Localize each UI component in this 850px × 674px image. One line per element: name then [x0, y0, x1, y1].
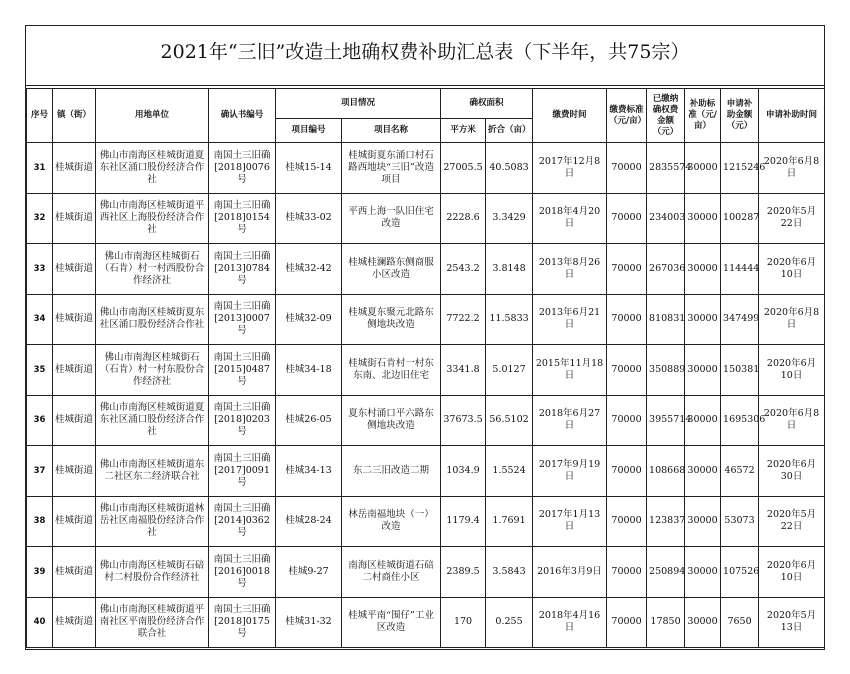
header-pay-time: 缴费时间 — [533, 89, 607, 143]
cell-fee-std: 70000 — [607, 345, 647, 396]
cell-project-no: 桂城26-05 — [276, 395, 342, 446]
cell-unit: 佛山市南海区桂城街道平西社区上海股份经济合作社 — [96, 193, 209, 244]
cell-seq: 36 — [27, 395, 53, 446]
cell-apply-amt: 150381 — [721, 345, 759, 396]
cell-pay-time: 2013年6月21日 — [533, 294, 607, 345]
cell-project-name: 桂城街石肯村一村东东南、北边旧住宅 — [342, 345, 441, 396]
cell-cert: 南国土三旧确[2013]0007号 — [209, 294, 276, 345]
cell-seq: 31 — [27, 143, 53, 194]
table-row — [27, 143, 825, 194]
cell-apply-time: 2020年6月30日 — [759, 446, 825, 497]
cell-pay-time: 2017年1月13日 — [533, 496, 607, 547]
cell-sub-std: 30000 — [685, 446, 721, 497]
cell-sub-std: 30000 — [685, 143, 721, 194]
cell-sub-std: 30000 — [685, 345, 721, 396]
cell-project-no: 桂城32-42 — [276, 244, 342, 295]
page-title: 2021年“三旧”改造土地确权费补助汇总表（下半年，共75宗） — [26, 26, 824, 86]
cell-seq: 33 — [27, 244, 53, 295]
cell-paid: 350889 — [647, 345, 685, 396]
cell-pay-time: 2017年9月19日 — [533, 446, 607, 497]
cell-sub-std: 30000 — [685, 547, 721, 598]
cell-sqm: 1179.4 — [441, 496, 486, 547]
cell-cert: 南国土三旧确[2018]0175号 — [209, 597, 276, 648]
cell-apply-amt: 107526 — [721, 547, 759, 598]
table-row — [27, 294, 825, 345]
cell-paid: 3955714 — [647, 395, 685, 446]
cell-fee-std: 70000 — [607, 446, 647, 497]
cell-mu: 5.0127 — [486, 345, 533, 396]
cell-project-name: 夏东村涌口平六路东侧地块改造 — [342, 395, 441, 446]
cell-paid: 108668 — [647, 446, 685, 497]
header-mu: 折合（亩） — [486, 119, 533, 143]
cell-project-no: 桂城31-32 — [276, 597, 342, 648]
cell-cert: 南国土三旧确[2018]0076号 — [209, 143, 276, 194]
header-sqm: 平方米 — [441, 119, 486, 143]
table-row — [27, 597, 825, 648]
cell-fee-std: 70000 — [607, 294, 647, 345]
cell-apply-amt: 114444 — [721, 244, 759, 295]
cell-pay-time: 2013年8月26日 — [533, 244, 607, 295]
cell-town: 桂城街道 — [53, 496, 96, 547]
summary-sheet — [25, 25, 825, 650]
cell-paid: 267036 — [647, 244, 685, 295]
cell-fee-std: 70000 — [607, 395, 647, 446]
cell-seq: 34 — [27, 294, 53, 345]
table-row — [27, 395, 825, 446]
cell-apply-amt: 1695306 — [721, 395, 759, 446]
cell-apply-time: 2020年6月8日 — [759, 395, 825, 446]
cell-unit: 佛山市南海区桂城街道东二社区东二经济联合社 — [96, 446, 209, 497]
cell-project-name: 桂城夏东聚元北路东侧地块改造 — [342, 294, 441, 345]
cell-sub-std: 30000 — [685, 395, 721, 446]
cell-unit: 佛山市南海区桂城街道林岳社区南福股份经济合作社 — [96, 496, 209, 547]
cell-mu: 1.5524 — [486, 446, 533, 497]
cell-project-no: 桂城33-02 — [276, 193, 342, 244]
cell-unit: 佛山市南海区桂城街道夏东社区涌口股份经济合作社 — [96, 395, 209, 446]
cell-project-name: 东二三旧改造二期 — [342, 446, 441, 497]
cell-apply-time: 2020年6月8日 — [759, 294, 825, 345]
cell-pay-time: 2015年11月18日 — [533, 345, 607, 396]
header-fee-std: 缴费标准（元/亩） — [607, 89, 647, 143]
cell-sqm: 2389.5 — [441, 547, 486, 598]
cell-sqm: 2228.6 — [441, 193, 486, 244]
cell-project-no: 桂城15-14 — [276, 143, 342, 194]
cell-cert: 南国土三旧确[2014]0362号 — [209, 496, 276, 547]
cell-mu: 0.255 — [486, 597, 533, 648]
cell-town: 桂城街道 — [53, 193, 96, 244]
table-row — [27, 345, 825, 396]
cell-sqm: 27005.5 — [441, 143, 486, 194]
cell-pay-time: 2017年12月8日 — [533, 143, 607, 194]
header-unit: 用地单位 — [96, 89, 209, 143]
cell-sqm: 2543.2 — [441, 244, 486, 295]
header-project-no: 项目编号 — [276, 119, 342, 143]
cell-sqm: 1034.9 — [441, 446, 486, 497]
cell-town: 桂城街道 — [53, 395, 96, 446]
cell-apply-time: 2020年6月8日 — [759, 143, 825, 194]
cell-town: 桂城街道 — [53, 345, 96, 396]
cell-seq: 38 — [27, 496, 53, 547]
cell-seq: 40 — [27, 597, 53, 648]
cell-unit: 佛山市南海区桂城街石（石肯）村一村东股份合作经济社 — [96, 345, 209, 396]
cell-seq: 32 — [27, 193, 53, 244]
cell-sqm: 7722.2 — [441, 294, 486, 345]
cell-town: 桂城街道 — [53, 597, 96, 648]
cell-town: 桂城街道 — [53, 294, 96, 345]
cell-pay-time: 2016年3月9日 — [533, 547, 607, 598]
cell-cert: 南国土三旧确[2017]0091号 — [209, 446, 276, 497]
cell-fee-std: 70000 — [607, 547, 647, 598]
cell-sqm: 37673.5 — [441, 395, 486, 446]
cell-project-name: 平西上海一队旧住宅改造 — [342, 193, 441, 244]
cell-apply-time: 2020年5月13日 — [759, 597, 825, 648]
table-row — [27, 446, 825, 497]
cell-sub-std: 30000 — [685, 244, 721, 295]
cell-apply-amt: 347499 — [721, 294, 759, 345]
cell-sub-std: 30000 — [685, 193, 721, 244]
cell-project-no: 桂城32-09 — [276, 294, 342, 345]
cell-apply-amt: 100287 — [721, 193, 759, 244]
cell-apply-amt: 53073 — [721, 496, 759, 547]
table-row — [27, 244, 825, 295]
cell-paid: 123837 — [647, 496, 685, 547]
header-apply-time: 申请补助时间 — [759, 89, 825, 143]
cell-town: 桂城街道 — [53, 547, 96, 598]
cell-sqm: 170 — [441, 597, 486, 648]
cell-mu: 56.5102 — [486, 395, 533, 446]
header-seq: 序号 — [27, 89, 53, 143]
cell-paid: 2835574 — [647, 143, 685, 194]
cell-fee-std: 70000 — [607, 244, 647, 295]
header-project-name: 项目名称 — [342, 119, 441, 143]
cell-project-no: 桂城28-24 — [276, 496, 342, 547]
header-sub-std: 补助标准（元/亩） — [685, 89, 721, 143]
table-row — [27, 193, 825, 244]
cell-town: 桂城街道 — [53, 446, 96, 497]
cell-cert: 南国土三旧确[2013]0784号 — [209, 244, 276, 295]
cell-unit: 佛山市南海区桂城街道夏东社区涌口股份经济合作社 — [96, 143, 209, 194]
cell-seq: 37 — [27, 446, 53, 497]
cell-unit: 佛山市南海区桂城街道平南社区平南股份经济合作联合社 — [96, 597, 209, 648]
cell-pay-time: 2018年6月27日 — [533, 395, 607, 446]
cell-seq: 35 — [27, 345, 53, 396]
cell-mu: 3.8148 — [486, 244, 533, 295]
header-apply-amt: 申请补助金额（元） — [721, 89, 759, 143]
header-town: 镇（街） — [53, 89, 96, 143]
cell-sub-std: 30000 — [685, 294, 721, 345]
cell-paid: 250894 — [647, 547, 685, 598]
cell-sub-std: 30000 — [685, 597, 721, 648]
subsidy-table — [26, 88, 825, 648]
cell-project-name: 桂城桂澜路东侧商服小区改造 — [342, 244, 441, 295]
cell-project-no: 桂城34-18 — [276, 345, 342, 396]
cell-cert: 南国土三旧确[2016]0018号 — [209, 547, 276, 598]
cell-fee-std: 70000 — [607, 193, 647, 244]
cell-paid: 810831 — [647, 294, 685, 345]
cell-pay-time: 2018年4月16日 — [533, 597, 607, 648]
table-body — [27, 143, 825, 648]
cell-fee-std: 70000 — [607, 496, 647, 547]
table-row — [27, 496, 825, 547]
cell-paid: 234003 — [647, 193, 685, 244]
cell-sub-std: 30000 — [685, 496, 721, 547]
cell-cert: 南国土三旧确[2018]0203号 — [209, 395, 276, 446]
cell-project-name: 桂城平南“围仔”工业区改造 — [342, 597, 441, 648]
cell-unit: 佛山市南海区桂城街夏东社区涌口股份经济合作社 — [96, 294, 209, 345]
cell-apply-amt: 7650 — [721, 597, 759, 648]
header-cert: 确认书编号 — [209, 89, 276, 143]
cell-fee-std: 70000 — [607, 597, 647, 648]
cell-pay-time: 2018年4月20日 — [533, 193, 607, 244]
cell-mu: 40.5083 — [486, 143, 533, 194]
cell-project-no: 桂城9-27 — [276, 547, 342, 598]
cell-project-name: 林岳南福地块（一）改造 — [342, 496, 441, 547]
cell-sqm: 3341.8 — [441, 345, 486, 396]
cell-project-no: 桂城34-13 — [276, 446, 342, 497]
cell-town: 桂城街道 — [53, 143, 96, 194]
cell-unit: 佛山市南海区桂城街石碚村二村股份合作经济社 — [96, 547, 209, 598]
header-area: 确权面积 — [441, 89, 533, 119]
header-paid: 已缴纳确权费金额（元） — [647, 89, 685, 143]
table-row — [27, 547, 825, 598]
cell-apply-time: 2020年6月10日 — [759, 547, 825, 598]
cell-mu: 3.3429 — [486, 193, 533, 244]
cell-seq: 39 — [27, 547, 53, 598]
cell-mu: 11.5833 — [486, 294, 533, 345]
cell-cert: 南国土三旧确[2015]0487号 — [209, 345, 276, 396]
cell-apply-time: 2020年6月10日 — [759, 345, 825, 396]
cell-paid: 17850 — [647, 597, 685, 648]
cell-cert: 南国土三旧确[2018]0154号 — [209, 193, 276, 244]
cell-apply-time: 2020年5月22日 — [759, 193, 825, 244]
cell-project-name: 南海区桂城街道石碚二村商住小区 — [342, 547, 441, 598]
cell-mu: 3.5843 — [486, 547, 533, 598]
cell-apply-time: 2020年5月22日 — [759, 496, 825, 547]
cell-town: 桂城街道 — [53, 244, 96, 295]
cell-fee-std: 70000 — [607, 143, 647, 194]
cell-apply-amt: 1215246 — [721, 143, 759, 194]
cell-unit: 佛山市南海区桂城街石（石肯）村一村西股份合作经济社 — [96, 244, 209, 295]
cell-mu: 1.7691 — [486, 496, 533, 547]
cell-apply-amt: 46572 — [721, 446, 759, 497]
cell-project-name: 桂城街夏东涌口村石路西地块“三旧”改造项目 — [342, 143, 441, 194]
cell-apply-time: 2020年6月10日 — [759, 244, 825, 295]
header-project: 项目情况 — [276, 89, 441, 119]
